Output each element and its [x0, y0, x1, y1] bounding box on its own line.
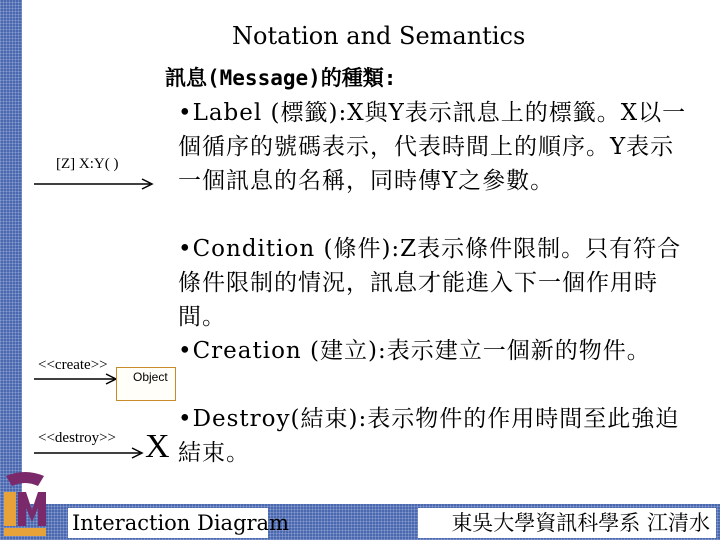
bullet-destroy: •Destroy(結束):表示物件的作用時間至此強迫結束。	[178, 406, 680, 466]
destroy-x-mark: X	[145, 428, 170, 465]
message-label-text: [Z] X:Y( )	[56, 156, 119, 172]
message-arrow	[34, 178, 156, 190]
footer-right-text: 東吳大學資訊科學系 江清水	[451, 511, 710, 535]
bullet-label: •Label (標籤):X與Y表示訊息上的標籤。X以一個循序的號碼表示，代表時間上的順序。Y表示一個訊息的名稱，同時傳Y之參數。	[178, 100, 687, 194]
create-label-text: <<create>>	[38, 357, 108, 373]
destroy-label-text: <<destroy>>	[38, 430, 116, 446]
object-label: Object	[133, 370, 168, 384]
left-decorative-bar	[0, 0, 22, 540]
bullet-condition: •Condition (條件):Z表示條件限制。只有符合條件限制的情況，訊息才能進入下一個作用時間。	[178, 236, 682, 330]
slide-title: Notation and Semantics	[232, 22, 526, 50]
create-arrow	[34, 373, 120, 385]
footer-left-text: Interaction Diagram	[72, 511, 289, 535]
message-types-heading: 訊息(Message)的種類:	[165, 66, 397, 90]
destroy-arrow	[34, 447, 146, 459]
university-logo-icon	[2, 470, 48, 538]
bullet-creation: •Creation (建立):表示建立一個新的物件。	[178, 338, 651, 364]
